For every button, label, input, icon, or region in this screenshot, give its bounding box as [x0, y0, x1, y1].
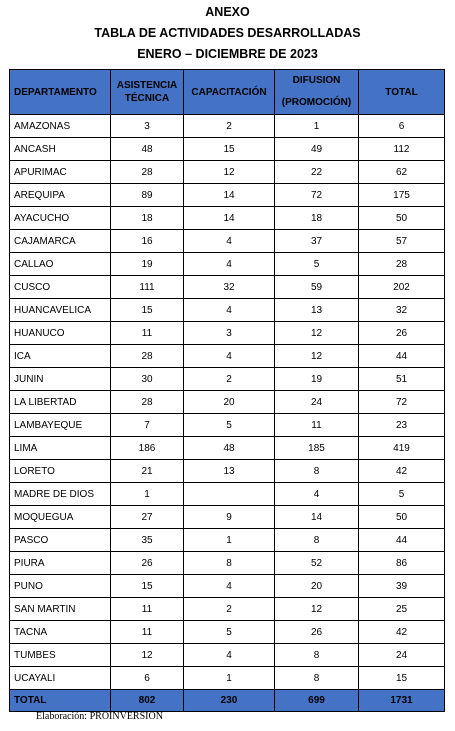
table-row	[10, 115, 445, 138]
cell-capacitacion: 2	[184, 368, 275, 391]
table-row	[10, 460, 445, 483]
cell-capacitacion: 1	[184, 529, 275, 552]
cell-asistencia: 28	[111, 345, 184, 368]
table-row	[10, 414, 445, 437]
total-total: 1731	[359, 690, 445, 712]
cell-departamento: PIURA	[10, 552, 111, 575]
total-row	[10, 690, 445, 712]
cell-departamento: TACNA	[10, 621, 111, 644]
cell-capacitacion: 9	[184, 506, 275, 529]
column-header-asistencia	[111, 70, 184, 115]
cell-asistencia: 7	[111, 414, 184, 437]
table-row	[10, 322, 445, 345]
cell-capacitacion: 4	[184, 644, 275, 667]
cell-asistencia: 48	[111, 138, 184, 161]
cell-total: 39	[359, 575, 445, 598]
cell-difusion: 12	[275, 598, 359, 621]
cell-total: 86	[359, 552, 445, 575]
cell-departamento: LIMA	[10, 437, 111, 460]
cell-asistencia: 28	[111, 161, 184, 184]
cell-departamento: CALLAO	[10, 253, 111, 276]
table-body	[10, 115, 445, 690]
cell-difusion: 59	[275, 276, 359, 299]
total-difusion: 699	[275, 690, 359, 712]
cell-asistencia: 35	[111, 529, 184, 552]
cell-departamento: LAMBAYEQUE	[10, 414, 111, 437]
cell-total: 50	[359, 506, 445, 529]
cell-total: 44	[359, 529, 445, 552]
total-capacitacion: 230	[184, 690, 275, 712]
table-row	[10, 299, 445, 322]
table-row	[10, 575, 445, 598]
column-header-asistencia-line1: ASISTENCIA	[116, 80, 178, 91]
table-row	[10, 184, 445, 207]
table-row	[10, 391, 445, 414]
cell-total: 42	[359, 621, 445, 644]
table-row	[10, 276, 445, 299]
cell-departamento: APURIMAC	[10, 161, 111, 184]
cell-difusion: 12	[275, 322, 359, 345]
cell-total: 419	[359, 437, 445, 460]
cell-asistencia: 6	[111, 667, 184, 690]
cell-departamento: HUANUCO	[10, 322, 111, 345]
cell-difusion: 19	[275, 368, 359, 391]
cell-asistencia: 11	[111, 322, 184, 345]
column-header-capacitacion: CAPACITACIÓN	[184, 70, 275, 115]
table-row	[10, 598, 445, 621]
column-header-difusion-line1: DIFUSION	[292, 75, 341, 86]
table-row	[10, 529, 445, 552]
title-block	[0, 2, 455, 65]
annex-title: ANEXO	[205, 5, 250, 19]
cell-capacitacion: 32	[184, 276, 275, 299]
cell-capacitacion: 12	[184, 161, 275, 184]
source-credit: Elaboración: PROINVERSION	[36, 711, 163, 722]
cell-capacitacion: 1	[184, 667, 275, 690]
cell-capacitacion: 5	[184, 414, 275, 437]
cell-departamento: TUMBES	[10, 644, 111, 667]
cell-capacitacion: 4	[184, 230, 275, 253]
cell-departamento: AMAZONAS	[10, 115, 111, 138]
cell-asistencia: 11	[111, 598, 184, 621]
cell-asistencia: 3	[111, 115, 184, 138]
cell-asistencia: 15	[111, 575, 184, 598]
cell-total: 25	[359, 598, 445, 621]
cell-capacitacion: 20	[184, 391, 275, 414]
cell-departamento: AREQUIPA	[10, 184, 111, 207]
table-row	[10, 161, 445, 184]
cell-asistencia: 19	[111, 253, 184, 276]
cell-total: 72	[359, 391, 445, 414]
column-header-difusion-line2: (PROMOCIÓN)	[281, 97, 352, 108]
table-row	[10, 483, 445, 506]
cell-asistencia: 16	[111, 230, 184, 253]
cell-capacitacion: 5	[184, 621, 275, 644]
cell-asistencia: 28	[111, 391, 184, 414]
cell-capacitacion	[184, 483, 275, 506]
cell-departamento: CAJAMARCA	[10, 230, 111, 253]
cell-capacitacion: 2	[184, 598, 275, 621]
cell-departamento: LORETO	[10, 460, 111, 483]
cell-asistencia: 26	[111, 552, 184, 575]
cell-capacitacion: 13	[184, 460, 275, 483]
cell-difusion: 72	[275, 184, 359, 207]
cell-departamento: UCAYALI	[10, 667, 111, 690]
cell-departamento: CUSCO	[10, 276, 111, 299]
cell-asistencia: 15	[111, 299, 184, 322]
cell-departamento: PASCO	[10, 529, 111, 552]
cell-difusion: 8	[275, 667, 359, 690]
cell-difusion: 1	[275, 115, 359, 138]
cell-total: 15	[359, 667, 445, 690]
table-row	[10, 552, 445, 575]
cell-capacitacion: 4	[184, 299, 275, 322]
cell-difusion: 11	[275, 414, 359, 437]
table-row	[10, 138, 445, 161]
cell-asistencia: 186	[111, 437, 184, 460]
cell-asistencia: 30	[111, 368, 184, 391]
table-row	[10, 506, 445, 529]
cell-difusion: 12	[275, 345, 359, 368]
column-header-difusion	[275, 70, 359, 115]
table-row	[10, 644, 445, 667]
cell-difusion: 5	[275, 253, 359, 276]
cell-total: 57	[359, 230, 445, 253]
table-row	[10, 253, 445, 276]
cell-difusion: 37	[275, 230, 359, 253]
cell-total: 24	[359, 644, 445, 667]
cell-departamento: HUANCAVELICA	[10, 299, 111, 322]
cell-capacitacion: 15	[184, 138, 275, 161]
activities-table	[9, 69, 445, 712]
cell-difusion: 8	[275, 460, 359, 483]
period-title: ENERO – DICIEMBRE DE 2023	[137, 47, 318, 61]
cell-asistencia: 1	[111, 483, 184, 506]
cell-total: 202	[359, 276, 445, 299]
table-row	[10, 667, 445, 690]
cell-difusion: 49	[275, 138, 359, 161]
table-row	[10, 368, 445, 391]
cell-difusion: 185	[275, 437, 359, 460]
cell-departamento: JUNIN	[10, 368, 111, 391]
cell-asistencia: 27	[111, 506, 184, 529]
cell-departamento: ANCASH	[10, 138, 111, 161]
cell-total: 6	[359, 115, 445, 138]
cell-departamento: AYACUCHO	[10, 207, 111, 230]
cell-asistencia: 89	[111, 184, 184, 207]
column-header-asistencia-line2: TÉCNICA	[124, 93, 170, 104]
cell-total: 26	[359, 322, 445, 345]
cell-asistencia: 12	[111, 644, 184, 667]
column-header-total: TOTAL	[359, 70, 445, 115]
cell-departamento: LA LIBERTAD	[10, 391, 111, 414]
cell-total: 51	[359, 368, 445, 391]
cell-capacitacion: 4	[184, 253, 275, 276]
cell-asistencia: 21	[111, 460, 184, 483]
cell-capacitacion: 4	[184, 575, 275, 598]
cell-departamento: ICA	[10, 345, 111, 368]
cell-total: 112	[359, 138, 445, 161]
cell-total: 28	[359, 253, 445, 276]
cell-difusion: 24	[275, 391, 359, 414]
table-row	[10, 207, 445, 230]
cell-difusion: 8	[275, 529, 359, 552]
cell-total: 175	[359, 184, 445, 207]
cell-difusion: 4	[275, 483, 359, 506]
total-asistencia: 802	[111, 690, 184, 712]
cell-asistencia: 111	[111, 276, 184, 299]
cell-total: 62	[359, 161, 445, 184]
total-label: TOTAL	[10, 690, 111, 712]
cell-difusion: 26	[275, 621, 359, 644]
cell-difusion: 52	[275, 552, 359, 575]
cell-difusion: 20	[275, 575, 359, 598]
cell-departamento: PUNO	[10, 575, 111, 598]
cell-capacitacion: 3	[184, 322, 275, 345]
table-row	[10, 621, 445, 644]
cell-total: 42	[359, 460, 445, 483]
cell-difusion: 18	[275, 207, 359, 230]
column-header-departamento: DEPARTAMENTO	[10, 70, 111, 115]
cell-asistencia: 18	[111, 207, 184, 230]
cell-capacitacion: 4	[184, 345, 275, 368]
table-row	[10, 437, 445, 460]
cell-asistencia: 11	[111, 621, 184, 644]
table-row	[10, 230, 445, 253]
cell-difusion: 14	[275, 506, 359, 529]
table-title: TABLA DE ACTIVIDADES DESARROLLADAS	[94, 26, 361, 40]
cell-difusion: 13	[275, 299, 359, 322]
cell-difusion: 8	[275, 644, 359, 667]
cell-capacitacion: 14	[184, 207, 275, 230]
cell-departamento: SAN MARTIN	[10, 598, 111, 621]
cell-total: 23	[359, 414, 445, 437]
cell-total: 5	[359, 483, 445, 506]
cell-total: 32	[359, 299, 445, 322]
table-row	[10, 345, 445, 368]
header-row	[10, 70, 445, 115]
cell-departamento: MADRE DE DIOS	[10, 483, 111, 506]
cell-capacitacion: 8	[184, 552, 275, 575]
cell-capacitacion: 48	[184, 437, 275, 460]
cell-capacitacion: 14	[184, 184, 275, 207]
cell-capacitacion: 2	[184, 115, 275, 138]
cell-total: 44	[359, 345, 445, 368]
cell-difusion: 22	[275, 161, 359, 184]
cell-departamento: MOQUEGUA	[10, 506, 111, 529]
cell-total: 50	[359, 207, 445, 230]
